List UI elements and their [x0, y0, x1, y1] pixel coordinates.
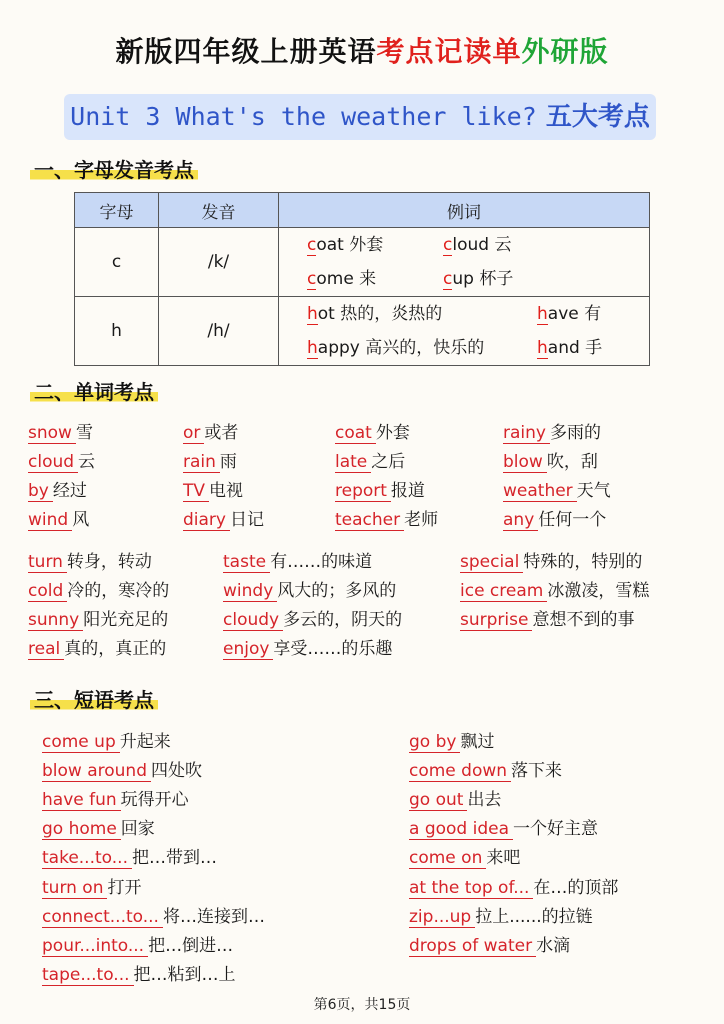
list-item: [460, 547, 642, 572]
item-english: real: [28, 639, 64, 660]
title-part-2: 考点记读单: [376, 35, 522, 68]
list-item: [409, 814, 598, 839]
item-chinese: 吹，刮: [546, 452, 598, 472]
item-english: come down: [409, 761, 511, 782]
list-item: [409, 843, 520, 868]
item-chinese: 冷的，寒冷的: [67, 581, 170, 601]
list-item: [28, 634, 166, 659]
item-english: teacher: [335, 510, 404, 531]
list-item: [335, 447, 405, 472]
item-english: or: [183, 423, 204, 444]
item-chinese: 把…带到…: [131, 848, 217, 868]
item-english: at the top of...: [409, 878, 533, 899]
example-word: cup 杯子: [443, 269, 514, 289]
list-item: [223, 576, 396, 601]
list-item: [42, 756, 202, 781]
page-title: [0, 30, 724, 70]
item-chinese: 特殊的，特别的: [523, 552, 643, 572]
item-english: come on: [409, 848, 486, 869]
item-chinese: 雨: [219, 452, 237, 472]
list-item: [335, 476, 425, 501]
item-english: diary: [183, 510, 230, 531]
letter-cell: h: [75, 297, 159, 366]
list-item: [223, 547, 372, 572]
item-english: blow: [503, 452, 547, 473]
sound-cell: /h/: [159, 297, 279, 366]
example-word: hot 热的，炎热的: [307, 304, 443, 324]
item-english: report: [335, 481, 391, 502]
list-item: [183, 476, 243, 501]
item-chinese: 之后: [371, 452, 406, 472]
list-item: [183, 505, 264, 530]
item-chinese: 四处吹: [151, 761, 202, 781]
item-english: ice cream: [460, 581, 547, 602]
item-english: go home: [42, 819, 121, 840]
item-english: drops of water: [409, 936, 536, 957]
section-2-heading: 二、单词考点: [30, 376, 158, 405]
item-english: surprise: [460, 610, 532, 631]
item-chinese: 一个好主意: [513, 819, 598, 839]
list-item: [409, 785, 501, 810]
item-english: zip...up: [409, 907, 475, 928]
item-chinese: 阳光充足的: [83, 610, 169, 630]
item-chinese: 在…的顶部: [533, 878, 619, 898]
list-item: [28, 418, 93, 443]
list-item: [42, 843, 217, 868]
list-item: [503, 447, 598, 472]
list-item: [42, 727, 171, 752]
item-chinese: 落下来: [511, 761, 563, 781]
list-item: [409, 873, 618, 898]
example-word: come 来: [307, 269, 377, 289]
list-item: [335, 418, 410, 443]
item-english: sunny: [28, 610, 83, 631]
item-chinese: 回家: [120, 819, 155, 839]
example-word: happy 高兴的，快乐的: [307, 338, 485, 358]
item-english: cloudy: [223, 610, 283, 631]
list-item: [409, 727, 494, 752]
sound-cell: /k/: [159, 228, 279, 297]
item-english: turn on: [42, 878, 107, 899]
list-item: [223, 634, 392, 659]
header-sound: 发音: [159, 193, 279, 228]
item-english: go out: [409, 790, 467, 811]
list-item: [42, 902, 265, 927]
item-chinese: 有……的味道: [270, 552, 373, 572]
item-chinese: 水滴: [536, 936, 571, 956]
item-english: weather: [503, 481, 577, 502]
item-chinese: 把…倒进…: [148, 936, 234, 956]
list-item: [28, 505, 89, 530]
item-english: blow around: [42, 761, 151, 782]
item-chinese: 天气: [576, 481, 611, 501]
item-chinese: 把…粘到…上: [133, 965, 236, 985]
item-chinese: 真的，真正的: [64, 639, 167, 659]
item-chinese: 出去: [467, 790, 502, 810]
example-word: cloud 云: [443, 235, 512, 255]
item-chinese: 转身，转动: [66, 552, 152, 572]
item-english: late: [335, 452, 371, 473]
item-english: by: [28, 481, 53, 502]
list-item: [28, 447, 95, 472]
example-word: hand 手: [537, 338, 603, 358]
item-english: windy: [223, 581, 277, 602]
item-chinese: 冰激凌，雪糕: [547, 581, 650, 601]
list-item: [503, 476, 611, 501]
item-chinese: 飘过: [460, 732, 495, 752]
item-chinese: 或者: [204, 423, 239, 443]
letter-cell: c: [75, 228, 159, 297]
item-chinese: 风: [72, 510, 90, 530]
item-english: rainy: [503, 423, 550, 444]
item-chinese: 经过: [52, 481, 87, 501]
unit-banner: [64, 94, 656, 140]
item-english: taste: [223, 552, 270, 573]
item-english: a good idea: [409, 819, 513, 840]
table-row: [75, 228, 650, 297]
list-item: [28, 547, 152, 572]
table-header-row: [75, 193, 650, 228]
list-item: [335, 505, 438, 530]
item-chinese: 多雨的: [549, 423, 601, 443]
list-item: [28, 576, 169, 601]
list-item: [42, 931, 233, 956]
list-item: [28, 605, 168, 630]
item-chinese: 升起来: [119, 732, 171, 752]
item-chinese: 外套: [375, 423, 410, 443]
item-english: rain: [183, 452, 220, 473]
item-english: take...to...: [42, 848, 132, 869]
item-chinese: 意想不到的事: [532, 610, 635, 630]
section-1-heading: 一、字母发音考点: [30, 154, 198, 183]
example-word: coat 外套: [307, 235, 384, 255]
item-chinese: 打开: [107, 878, 142, 898]
item-english: enjoy: [223, 639, 273, 660]
list-item: [409, 902, 593, 927]
list-item: [503, 418, 601, 443]
item-chinese: 来吧: [486, 848, 521, 868]
item-english: wind: [28, 510, 72, 531]
item-chinese: 将…连接到…: [162, 907, 265, 927]
item-chinese: 享受……的乐趣: [273, 639, 393, 659]
item-chinese: 拉上......的拉链: [475, 907, 593, 927]
item-english: coat: [335, 423, 376, 444]
item-chinese: 电视: [209, 481, 244, 501]
page-footer: 第6页，共15页: [313, 997, 411, 1013]
pronunciation-table: [74, 192, 650, 366]
list-item: [183, 418, 238, 443]
item-english: TV: [183, 481, 209, 502]
unit-title-en: Unit 3 What's the weather like?: [70, 102, 537, 131]
section-3-heading: 三、短语考点: [30, 684, 158, 713]
list-item: [460, 605, 634, 630]
item-english: have fun: [42, 790, 121, 811]
item-chinese: 任何一个: [538, 510, 607, 530]
title-part-3: 外研版: [521, 35, 609, 68]
list-item: [503, 505, 606, 530]
item-chinese: 报道: [390, 481, 425, 501]
title-part-1: 新版四年级上册英语: [115, 35, 377, 68]
header-examples: 例词: [279, 193, 650, 228]
item-english: go by: [409, 732, 460, 753]
list-item: [223, 605, 402, 630]
list-item: [183, 447, 237, 472]
item-english: snow: [28, 423, 76, 444]
item-english: cloud: [28, 452, 78, 473]
examples-cell: [279, 297, 650, 366]
item-english: connect...to...: [42, 907, 163, 928]
list-item: [42, 814, 155, 839]
table-row: [75, 297, 650, 366]
item-english: come up: [42, 732, 120, 753]
example-word: have 有: [537, 304, 602, 324]
list-item: [28, 476, 87, 501]
item-chinese: 雪: [75, 423, 93, 443]
list-item: [409, 931, 570, 956]
list-item: [42, 785, 189, 810]
item-chinese: 云: [78, 452, 96, 472]
item-english: turn: [28, 552, 67, 573]
item-chinese: 老师: [404, 510, 439, 530]
item-english: special: [460, 552, 523, 573]
item-chinese: 日记: [229, 510, 264, 530]
list-item: [460, 576, 649, 601]
list-item: [42, 960, 236, 985]
item-chinese: 多云的，阴天的: [283, 610, 403, 630]
list-item: [409, 756, 562, 781]
header-letter: 字母: [75, 193, 159, 228]
item-chinese: 玩得开心: [120, 790, 189, 810]
item-english: any: [503, 510, 538, 531]
item-chinese: 风大的；多风的: [277, 581, 397, 601]
item-english: tape...to...: [42, 965, 134, 986]
item-english: pour...into...: [42, 936, 148, 957]
item-english: cold: [28, 581, 67, 602]
list-item: [42, 873, 141, 898]
unit-title-zh: 五大考点: [545, 102, 650, 132]
examples-cell: [279, 228, 650, 297]
